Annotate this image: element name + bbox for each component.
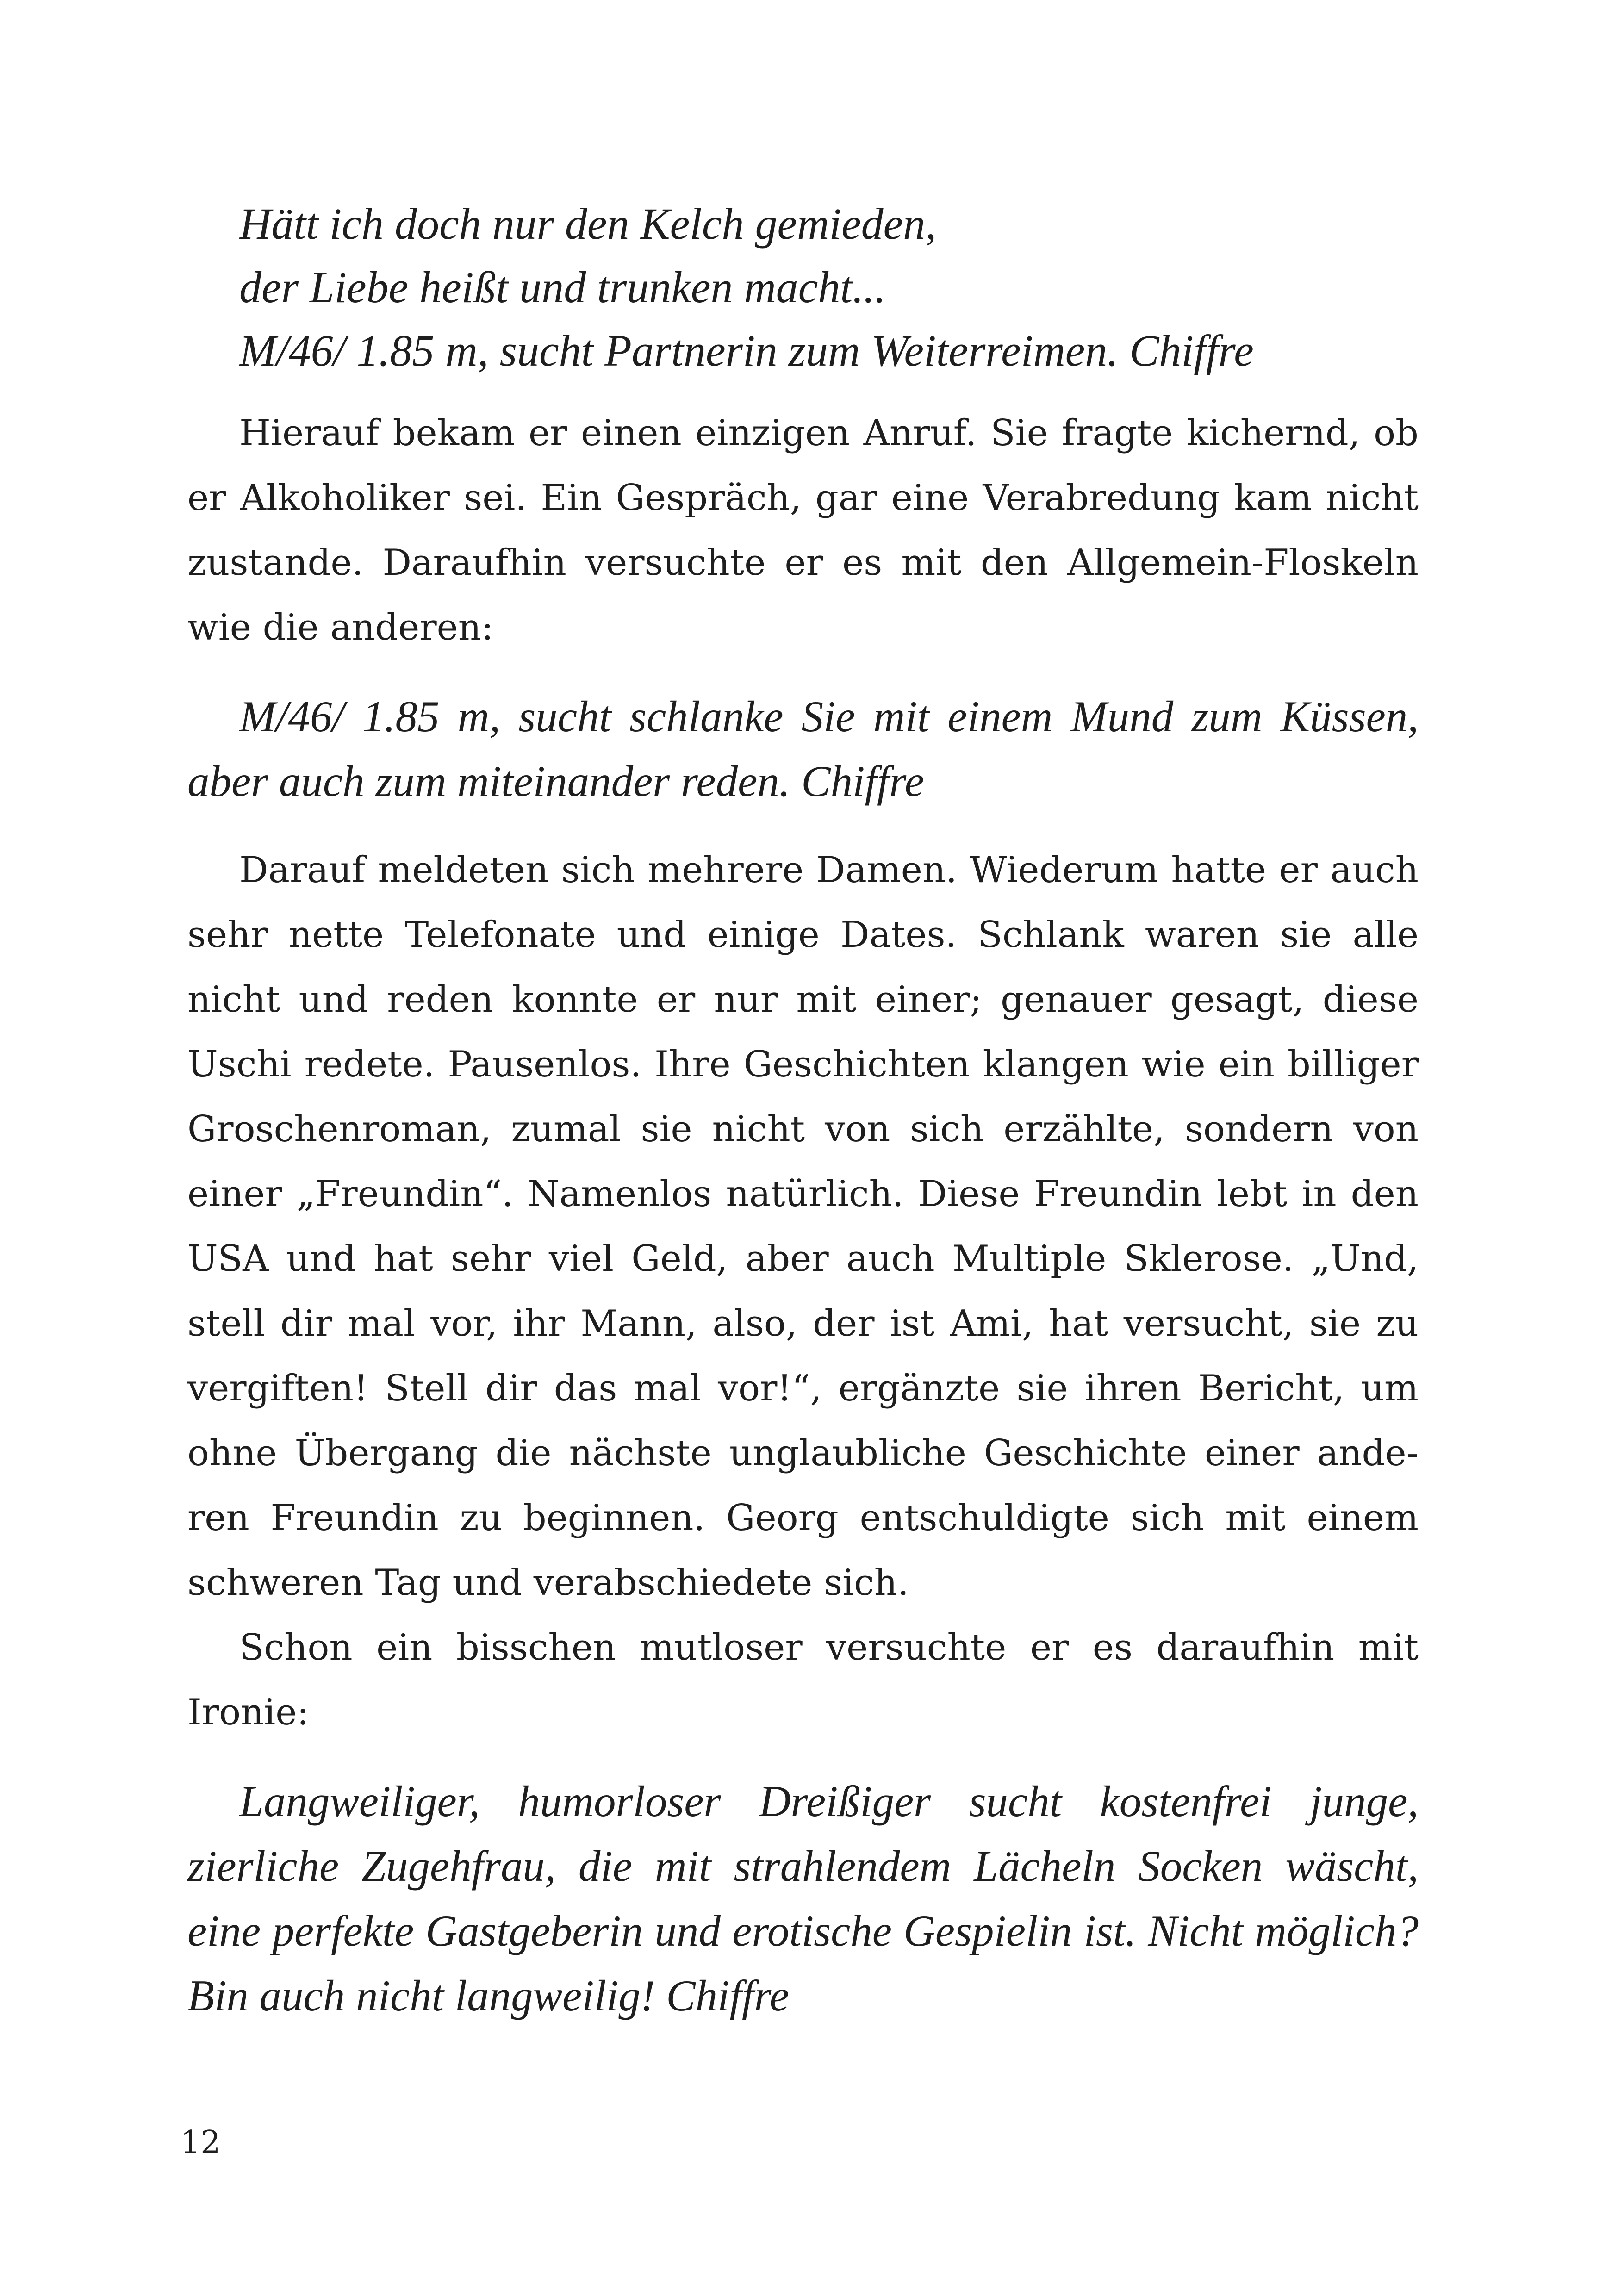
- verse-line-2: der Liebe heißt und trunken macht...: [239, 262, 886, 312]
- personal-ad-2: M/46/ 1.85 m, sucht schlanke Sie mit einem Mund zum Küssen, aber auch zum miteinander reden. Chiffre: [187, 692, 1419, 806]
- page-body: [187, 192, 1419, 2028]
- paragraph-3: Schon ein bisschen mutloser versuchte er es daraufhin mit Ironie:: [187, 1627, 1419, 1733]
- paragraph-2: Darauf meldeten sich mehrere Damen. Wiederum hatte er auch sehr nette Telefonate und einige Dates. Schlank waren sie alle nicht und reden konnte er nur mit einer; genauer gesagt, diese Uschi redete. Pausenlos. Ihre Geschichten klangen wie ein billiger Groschenroman, zumal sie nicht von sich erzählte, sondern von einer „Freundin“. Namenlos natürlich. Diese Freundin lebt in den USA und hat sehr viel Geld, aber auch Multiple Sklerose. „Und, stell dir mal vor, ihr Mann, also, der ist Ami, hat versucht, sie zu vergiften! Stell dir das mal vor!“, ergänzte sie ihren Bericht, um ohne Übergang die nächste unglaubliche Geschichte einer anderen Freundin zu beginnen. Georg entschuldigte sich mit einem schweren Tag und verabschiedete sich.: [187, 849, 1419, 1604]
- verse-line-1: Hätt ich doch nur den Kelch gemieden,: [239, 199, 937, 249]
- verse-block: [187, 192, 1419, 382]
- verse-line-3: M/46/ 1.85 m, sucht Partnerin zum Weiterreimen. Chiffre: [239, 326, 1254, 375]
- page-number: 12: [180, 2124, 221, 2161]
- paragraph-1: Hierauf bekam er einen einzigen Anruf. Sie fragte kichernd, ob er Alkoholiker sei. Ein Gespräch, gar eine Verabredung kam nicht zustande. Daraufhin versuchte er es mit den Allgemein-Floskeln wie die anderen:: [187, 412, 1419, 648]
- personal-ad-3: Langweiliger, humorloser Dreißiger sucht kostenfrei junge, zierliche Zugehfrau, die mit strahlendem Lächeln Socken wäscht, eine perfekte Gastgeberin und erotische Gespielin ist. Nicht möglich? Bin auch nicht langweilig! Chiffre: [187, 1777, 1419, 2020]
